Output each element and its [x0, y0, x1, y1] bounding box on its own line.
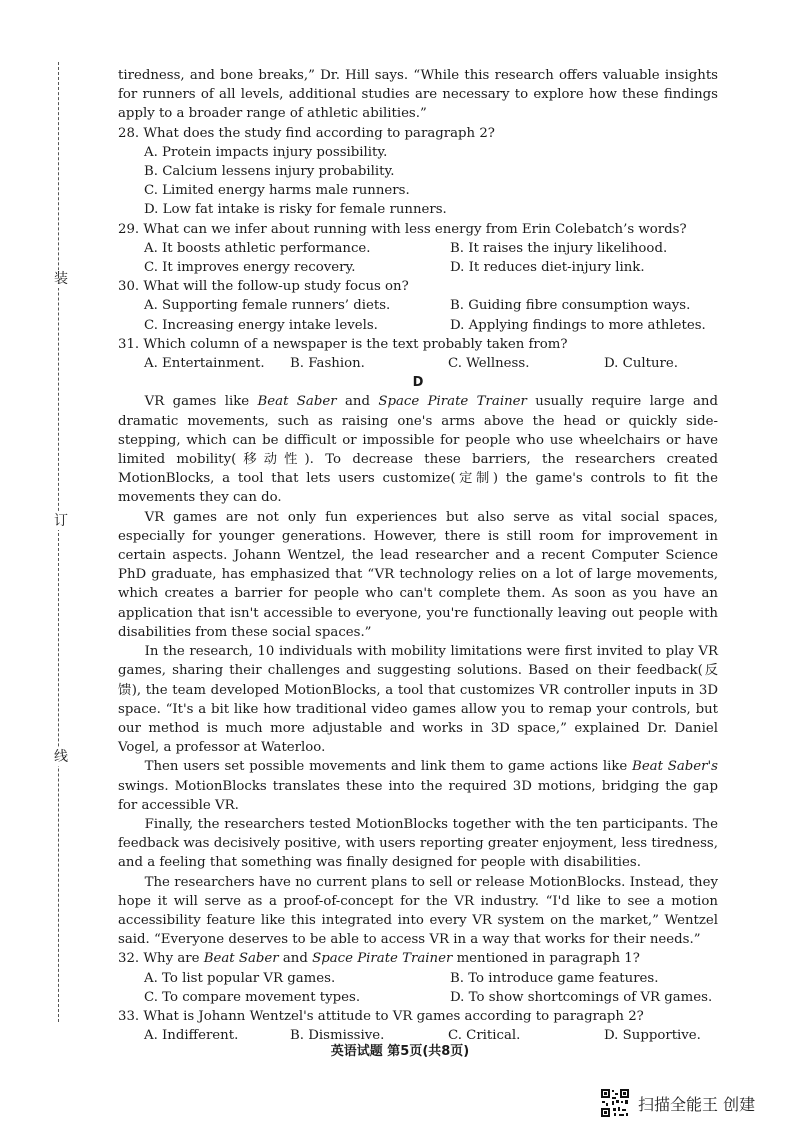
question-32	[118, 949, 718, 1007]
option-a[interactable]: A. To list popular VR games.	[144, 970, 336, 986]
option-d[interactable]: D. It reduces diet-injury link.	[450, 260, 645, 276]
option-d[interactable]: D. Supportive.	[604, 1028, 701, 1044]
question-stem: 31. Which column of a newspaper is the text probably taken from?	[118, 336, 568, 352]
option-c[interactable]: C. Wellness.	[448, 356, 530, 372]
option-c[interactable]: C. Limited energy harms male runners.	[144, 183, 410, 199]
option-b[interactable]: B. Dismissive.	[290, 1028, 385, 1044]
option-d[interactable]: D. Low fat intake is risky for female runners.	[144, 202, 447, 218]
binding-mark-xian: 线	[54, 749, 68, 765]
option-a[interactable]: A. It boosts athletic performance.	[144, 240, 371, 256]
option-d[interactable]: D. Culture.	[604, 356, 678, 372]
page-content	[118, 66, 718, 1045]
passage-d-paragraph-2: VR games are not only fun experiences but also serve as vital social spaces, especially for younger generations. However, there is still room for improvement in certain aspects. Johann Wentzel, the lead researcher and a recent Computer Science PhD graduate, has emphasized that “VR technology relies on a lot of large movements, which creates a barrier for people who can't complete them. As soon as you have an application that isn't accessible to everyone, you're functionally leaving out people with disabilities from these social spaces.”	[118, 509, 718, 640]
passage-d-paragraph-1: VR games like Beat Saber and Space Pirate Trainer usually require large and dramatic movements, such as raising one's arms above the head or quickly side-stepping, which can be difficult or impossible for people who use wheelchairs or have limited mobility(移动性). To decrease these barriers, the researchers created MotionBlocks, a tool that lets users customize(定制) the game's controls to fit the movements they can do.	[118, 394, 718, 506]
passage-d-paragraph-4: Then users set possible movements and link them to game actions like Beat Saber's swings. MotionBlocks translates these into the required 3D motions, bridging the gap for accessible VR.	[118, 759, 718, 813]
passage-d-paragraph-5: Finally, the researchers tested MotionBlocks together with the ten participants. The feedback was decisively positive, with users reporting greater enjoyment, less tiredness, and a feeling that something was finally designed for people with disabilities.	[118, 816, 718, 871]
option-b[interactable]: B. Guiding fibre consumption ways.	[450, 298, 691, 314]
question-stem: 29. What can we infer about running with less energy from Erin Colebatch’s words?	[118, 221, 687, 237]
passage-d-paragraph-3: In the research, 10 individuals with mobility limitations were first invited to play VR games, sharing their challenges and suggesting solutions. Based on their feedback(反馈), the team developed MotionBlocks, a tool that customizes VR controller inputs in 3D space. “It's a bit like how traditional video games allow you to remap your controls, but our method is much more adjustable and works in 3D space,” explained Dr. Daniel Vogel, a professor at Waterloo.	[118, 644, 718, 756]
option-b[interactable]: B. Calcium lessens injury probability.	[144, 164, 395, 180]
page-footer: 英语试题 第5页(共8页)	[330, 1044, 470, 1059]
qr-code-icon	[600, 1088, 630, 1118]
option-c[interactable]: C. To compare movement types.	[144, 989, 361, 1005]
option-d[interactable]: D. Applying findings to more athletes.	[450, 317, 706, 333]
option-c[interactable]: C. It improves energy recovery.	[144, 260, 356, 276]
passage-d-paragraph-6: The researchers have no current plans to sell or release MotionBlocks. Instead, they hope it will serve as a proof-of-concept for the VR industry. “I'd like to see a motion accessibility feature like this integrated into every VR system on the market,” Wentzel said. “Everyone deserves to be able to access VR in a way that works for their needs.”	[118, 874, 718, 948]
option-a[interactable]: A. Protein impacts injury possibility.	[144, 144, 388, 160]
passage-c-ending: tiredness, and bone breaks,” Dr. Hill says. “While this research offers valuable insights for runners of all levels, additional studies are necessary to explore how these findings apply to a broader range of athletic abilities.”	[118, 68, 718, 122]
question-stem: 32. Why are Beat Saber and Space Pirate Trainer mentioned in paragraph 1?	[118, 951, 640, 967]
option-c[interactable]: C. Increasing energy intake levels.	[144, 317, 378, 333]
question-stem: 30. What will the follow-up study focus on?	[118, 279, 409, 295]
option-b[interactable]: B. To introduce game features.	[450, 970, 659, 986]
question-31	[118, 335, 718, 373]
question-30	[118, 277, 718, 335]
option-a[interactable]: A. Entertainment.	[144, 356, 265, 372]
question-stem: 33. What is Johann Wentzel's attitude to VR games according to paragraph 2?	[118, 1008, 644, 1024]
option-a[interactable]: A. Indifferent.	[144, 1028, 239, 1044]
binding-line	[58, 62, 71, 1022]
option-d[interactable]: D. To show shortcomings of VR games.	[450, 989, 713, 1005]
scanner-watermark	[600, 1088, 755, 1118]
scanner-label: 扫描全能王 创建	[638, 1094, 756, 1114]
binding-mark-ding: 订	[54, 513, 68, 529]
option-b[interactable]: B. Fashion.	[290, 356, 365, 372]
option-a[interactable]: A. Supporting female runners’ diets.	[144, 298, 391, 314]
question-stem: 28. What does the study find according to paragraph 2?	[118, 125, 495, 141]
section-d-title: D	[412, 375, 424, 391]
binding-mark-zhuang: 装	[54, 271, 68, 287]
option-c[interactable]: C. Critical.	[448, 1028, 521, 1044]
option-b[interactable]: B. It raises the injury likelihood.	[450, 240, 668, 256]
question-28	[118, 124, 718, 220]
question-29	[118, 220, 718, 278]
